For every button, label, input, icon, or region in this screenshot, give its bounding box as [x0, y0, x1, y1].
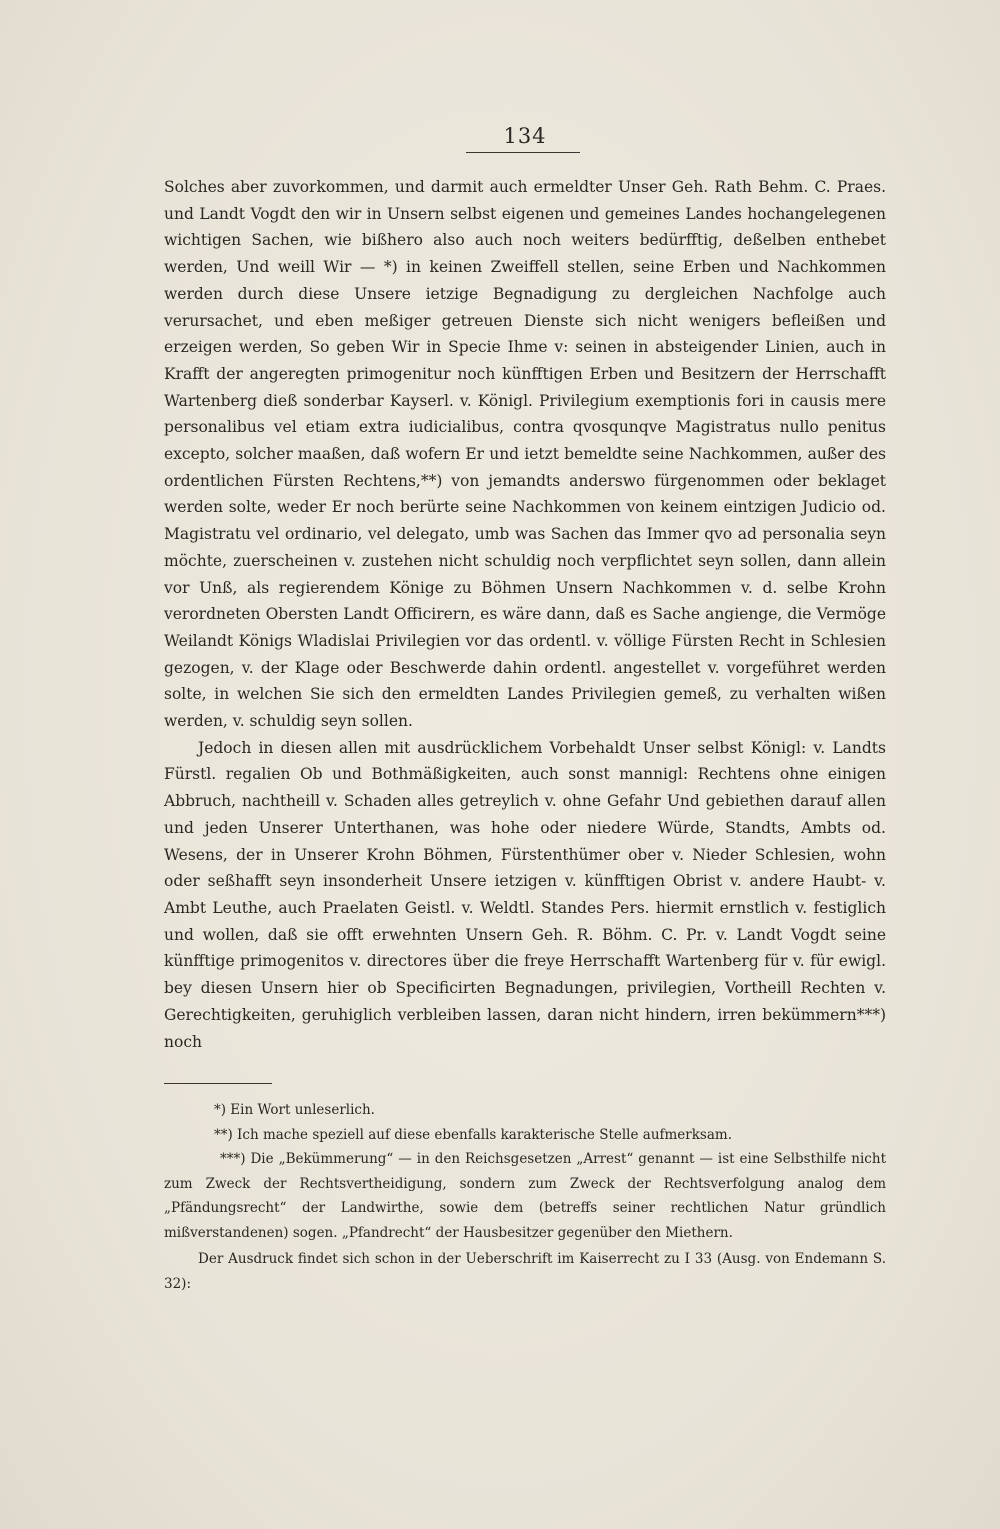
body-paragraph: Solches aber zuvorkommen, und darmit auch ermeldter Unser Geh. Rath Behm. C. Praes. und Landt Vogdt den wir in Unsern selbst eigenen und gemeines Landes hochangelegenen wichtigen Sachen, wie bißhero also auch noch weiters bedürfftig, deßelben enthebet werden, Und weill Wir — *) in keinen Zweiffell stellen, seine Erben und Nachkommen werden durch diese Unsere ietzige Begnadigung zu dergleichen Nachfolge auch verursachet, und eben meßiger getreuen Dienste sich nicht wenigers befleißen und erzeigen werden, So geben Wir in Specie Ihme v: seinen in absteigender Linien, auch in Krafft der angeregten primogenitur noch künfftigen Erben und Besitzern der Herrschafft Wartenberg dieß sonderbar Kayserl. v. Königl. Privilegium exemptionis fori in causis mere personalibus vel etiam extra iudicialibus, contra qvosqunqve Magistratus nullo penitus excepto, solcher maaßen, daß wofern Er und ietzt bemeldte seine Nachkommen, außer des ordentlichen Fürsten Rechtens,**) von jemandts anderswo fürgenommen oder beklaget werden solte, weder Er noch berürte seine Nachkommen von keinem eintzigen Judicio od. Magistratu vel ordinario, vel delegato, umb was Sachen das Immer qvo ad personalia seyn möchte, zuerscheinen v. zustehen nicht schuldig noch verpflichtet seyn sollen, dann allein vor Unß, als regierendem Könige zu Böhmen Unsern Nachkommen v. d. selbe Krohn verordneten Obersten Landt Officirern, es wäre dann, daß es Sache angienge, die Vermöge Weilandt Königs Wladislai Privilegien vor das ordentl. v. völlige Fürsten Recht in Schlesien gezogen, v. der Klage oder Beschwerde dahin ordentl. angestellet v. vorgeführet werden solte, in welchen Sie sich den ermeldten Landes Privilegien gemeß, zu verhalten wißen werden, v. schuldig seyn sollen. — [164, 178, 886, 731]
footnote: **) Ich mache speziell auf diese ebenfalls karakterische Stelle aufmerksam. — [214, 1126, 733, 1143]
footnote: *) Ein Wort unleserlich. — [214, 1102, 375, 1118]
header-rule — [466, 152, 580, 153]
body-text — [164, 174, 886, 1055]
footnote: ***) Die „Bekümmerung“ — in den Reichsgesetzen „Arrest“ genannt — ist eine Selbsthilfe nicht zum Zweck der Rechtsvertheidigung, sondern zum Zweck der Rechtsverfolgung analog dem „Pfändungsrecht“ der Landwirthe, sowie dem (betreffs seiner rechtlichen Natur gründlich mißverstandenen) sogen. „Pfandrecht“ der Hausbesitzer gegenüber den Miethern. — [164, 1151, 886, 1241]
footnote-continuation: Der Ausdruck findet sich schon in der Ueberschrift im Kaiserrecht zu I 33 (Ausg. von Endemann S. 32): — [164, 1251, 886, 1292]
footnote-rule — [164, 1083, 272, 1084]
page-number: 134 — [503, 124, 547, 148]
footnotes — [164, 1098, 886, 1296]
body-paragraph: Jedoch in diesen allen mit ausdrücklichem Vorbehaldt Unser selbst Königl: v. Landts Fürstl. regalien Ob und Bothmäßigkeiten, auch sonst mannigl: Rechtens ohne einigen Abbruch, nachtheill v. Schaden alles getreylich v. ohne Gefahr Und gebiethen darauf allen und jeden Unserer Unterthanen, was hohe oder niedere Würde, Standts, Ambts od. Wesens, der in Unserer Krohn Böhmen, Fürstenthümer ober v. Nieder Schlesien, wohn oder seßhafft seyn insonderheit Unsere ietzigen v. künfftigen Obrist v. andere Haubt- v. Ambt Leuthe, auch Praelaten Geistl. v. Weldtl. Standes Pers. hiermit ernstlich v. festiglich und wollen, daß sie offt erwehnten Unsern Geh. R. Böhm. C. Pr. v. Landt Vogdt seine künfftige primogenitos v. directores über die freye Herrschafft Wartenberg für v. für ewigl. bey diesen Unsern hier ob Specificirten Begnadungen, privilegien, Vortheill Rechten v. Gerechtigkeiten, geruhiglich verbleiben lassen, daran nicht hindern, irren bekümmern***) noch — [164, 738, 886, 1051]
